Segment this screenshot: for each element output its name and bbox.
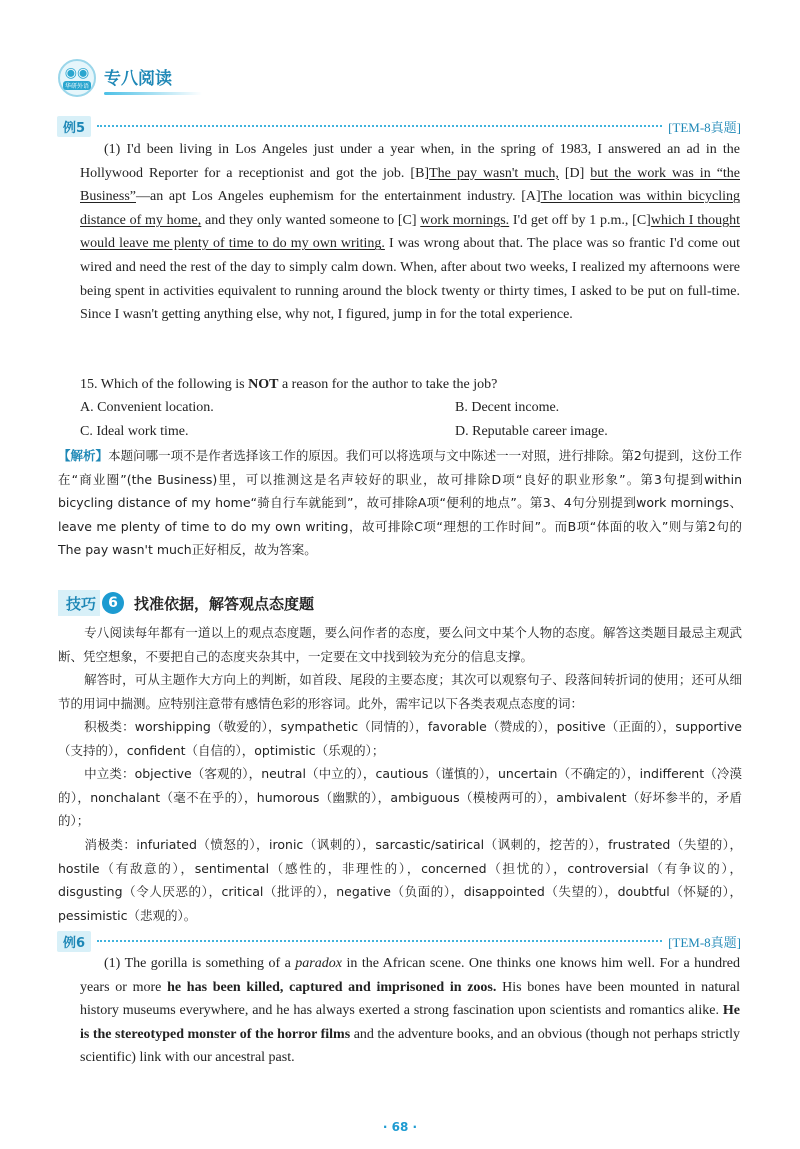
paragraph-number: (1) <box>104 142 121 157</box>
paragraph-number: (1) <box>104 956 121 971</box>
page-number: · 68 · <box>382 1120 418 1134</box>
paragraph-text: 专八阅读每年都有一道以上的观点态度题，要么问作者的态度，要么问文中某个人物的态度。解答这类题目最忌主观武断、凭空想象，不要把自己的态度夹杂其中，一定要在文中找到较为充分的信息支撑。 <box>58 625 742 664</box>
negative-words <box>58 833 742 927</box>
owl-icon: ◉◉ <box>64 65 90 81</box>
tip-title: 找准依据，解答观点态度题 <box>134 594 315 613</box>
question-text: a reason for the author to take the job? <box>281 377 498 392</box>
passage-text: —an apt Los Angeles euphemism for the entertainment industry. <box>136 189 516 205</box>
marker-c: [C] <box>397 212 417 228</box>
passage-text: I'd get off by 1 p.m., <box>512 212 629 228</box>
passage-text: in the African scene. One thinks one knows him well. For a hundred years or more <box>80 956 741 995</box>
paragraph-text: 积极类：worshipping（敬爱的），sympathetic（同情的），favorable（赞成的），positive（正面的），supportive（支持的），confident（自信的），optimistic（乐观的）； <box>58 719 742 758</box>
example-source: [TEM-8真题] <box>668 119 741 135</box>
option-c: C. Ideal work time. <box>80 424 189 439</box>
example-5-passage <box>80 138 740 327</box>
tip-number-badge: 6 <box>102 592 124 614</box>
tip-heading <box>58 590 314 616</box>
publisher-logo <box>58 59 96 97</box>
passage-text: The gorilla is something of a <box>124 956 291 971</box>
underlined-text: which I thought would leave me plenty of time to do my own writing. <box>80 212 740 252</box>
analysis-block <box>58 444 742 562</box>
analysis-tag: 【解析】 <box>58 448 109 463</box>
question-text: 15. Which of the following is <box>80 377 245 392</box>
example-tag: 例5 <box>57 116 91 137</box>
tip-label: 技巧 <box>58 590 100 616</box>
tip-paragraph-2 <box>58 668 742 715</box>
option-b: B. Decent income. <box>455 400 560 415</box>
marker-d: [D] <box>564 165 585 181</box>
section-title: 专八阅读 <box>104 64 172 93</box>
paragraph-text: 消极类：infuriated（愤怒的），ironic（讽刺的），sarcastic/satirical（讽刺的，挖苦的），frustrated（失望的），hostile（有敌意的），sentimental（感性的，非理性的），concerned（担忧的），controversial（有争议的），disgusting（令人厌恶的），critical（批评的），negative（负面的），disappointed（失望的），doubtful（怀疑的），pessimistic（悲观的）。 <box>58 837 742 923</box>
underlined-text: but the work was in “the Business” <box>80 165 741 205</box>
underlined-text: work mornings. <box>420 212 510 228</box>
dotted-divider <box>97 940 662 942</box>
italic-text: paradox <box>295 956 342 971</box>
passage-text: and they only wanted someone to <box>205 212 395 228</box>
tip-paragraph-1 <box>58 621 742 668</box>
example-5-header <box>57 115 741 137</box>
marker-c: [C] <box>632 212 651 228</box>
question-emphasis: NOT <box>248 377 279 392</box>
neutral-words <box>58 762 742 833</box>
option-d: D. Reputable career image. <box>455 424 608 439</box>
example-tag: 例6 <box>57 931 91 952</box>
underlined-text: The location was within bicycling distance of my home, <box>80 189 741 228</box>
paragraph-text: 中立类：objective（客观的），neutral（中立的），cautious（谨慎的），uncertain（不确定的），indifferent（冷漠的），nonchalant（毫不在乎的），humorous（幽默的），ambiguous（模棱两可的），ambivalent（好坏参半的，矛盾的）； <box>58 766 742 829</box>
bold-text: he has been killed, captured and imprisoned in zoos. <box>167 979 497 995</box>
dotted-divider <box>97 125 662 127</box>
passage-text: I was wrong about that. The place was so frantic I'd come out wired and need the rest of the day to simply calm down. When, after about two weeks, I realized my afternoons were being spent in activities equivalent to running around the block twenty or thirty times, I asked to be put on full-time. Since I wasn't getting anything else, why not, I figured, jump in for the total experience. <box>80 236 740 323</box>
example-6-header <box>57 930 741 952</box>
passage-text: I'd been living in Los Angeles just under a year when, in the spring of 1983, I answered an ad in the Hollywood Reporter for a receptionist and got the job. <box>80 142 740 181</box>
marker-b: [B] <box>410 165 430 181</box>
logo-text: 华研外语 <box>64 83 89 90</box>
passage-text: and the adventure books, and an obvious (though not perhaps strictly scientific) link with our ancestral past. <box>80 1026 741 1066</box>
marker-a: [A] <box>521 189 541 205</box>
paragraph-text: 解答时，可从主题作大方向上的判断，如首段、尾段的主要态度；其次可以观察句子、段落间转折词的使用；还可从细节的用词中揣测。应特别注意带有感情色彩的形容词。此外，需牢记以下各类表观点态度的词： <box>58 672 742 711</box>
passage-text: His bones have been mounted in natural history museums everywhere, and he has always exerted a strong fascination upon scientists and romantics alike. <box>80 979 741 1019</box>
example-6-passage <box>80 952 740 1070</box>
example-source: [TEM-8真题] <box>668 934 741 950</box>
page-header <box>58 58 172 98</box>
question-15 <box>80 373 740 397</box>
underlined-text: The pay wasn't much, <box>429 165 559 181</box>
positive-words <box>58 715 742 762</box>
analysis-text: 本题问哪一项不是作者选择该工作的原因。我们可以将选项与文中陈述一一对照，进行排除。第2句提到，这份工作在“商业圈”(the Business)里，可以推测这是名声较好的职业，故可排除D项“良好的职业形象”。第3句提到within bicycling distance of my home“骑自行车就能到”，故可排除A项“便利的地点”。第3、4句分别提到work mornings、leave me plenty of time to do my own writing，故可排除C项“理想的工作时间”。而B项“体面的收入”则与第2句的The pay wasn't much正好相反，故为答案。 <box>58 448 742 557</box>
option-a: A. Convenient location. <box>80 400 214 415</box>
bold-text: He is the stereotyped monster of the horror films <box>80 1003 741 1042</box>
